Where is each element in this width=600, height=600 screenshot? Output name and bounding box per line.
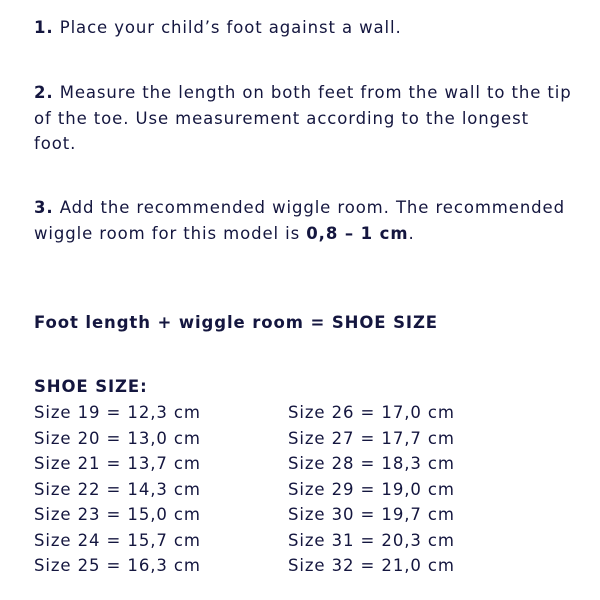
size-row: Size 27 = 17,7 cm xyxy=(288,428,455,448)
size-row: Size 21 = 13,7 cm xyxy=(34,454,201,473)
size-row: Size 29 = 19,0 cm xyxy=(288,479,455,499)
size-row: Size 32 = 21,0 cm xyxy=(288,556,455,575)
step-2 xyxy=(34,80,574,157)
step-2-text: Measure the length on both feet from the wall to the tip of the toe. Use measurement according to the longest foot. xyxy=(34,83,572,153)
step-2-number: 2. xyxy=(34,83,54,102)
size-list-right xyxy=(288,400,455,579)
size-row: Size 19 = 12,3 cm xyxy=(34,403,201,422)
size-row: Size 22 = 14,3 cm xyxy=(34,479,201,499)
size-row: Size 25 = 16,3 cm xyxy=(34,556,201,575)
size-list-left xyxy=(34,400,201,579)
step-1-number: 1. xyxy=(34,18,54,37)
step-3-number: 3. xyxy=(34,198,54,217)
shoe-size-formula: Foot length + wiggle room = SHOE SIZE xyxy=(34,313,438,332)
size-row: Size 20 = 13,0 cm xyxy=(34,428,201,448)
shoe-size-heading: SHOE SIZE: xyxy=(34,377,148,396)
step-3-text: Add the recommended wiggle room. The recommended wiggle room for this model is xyxy=(34,198,565,243)
step-3 xyxy=(34,195,574,246)
size-row: Size 26 = 17,0 cm xyxy=(288,403,455,422)
wiggle-room-value: 0,8 – 1 cm xyxy=(306,223,409,243)
step-1-text: Place your child’s foot against a wall. xyxy=(59,18,402,37)
size-row: Size 31 = 20,3 cm xyxy=(288,530,455,550)
size-row: Size 23 = 15,0 cm xyxy=(34,505,201,524)
step-3-suffix: . xyxy=(408,223,415,243)
size-row: Size 30 = 19,7 cm xyxy=(288,505,455,524)
size-row: Size 28 = 18,3 cm xyxy=(288,454,455,473)
step-1 xyxy=(34,15,574,41)
size-row: Size 24 = 15,7 cm xyxy=(34,530,201,550)
